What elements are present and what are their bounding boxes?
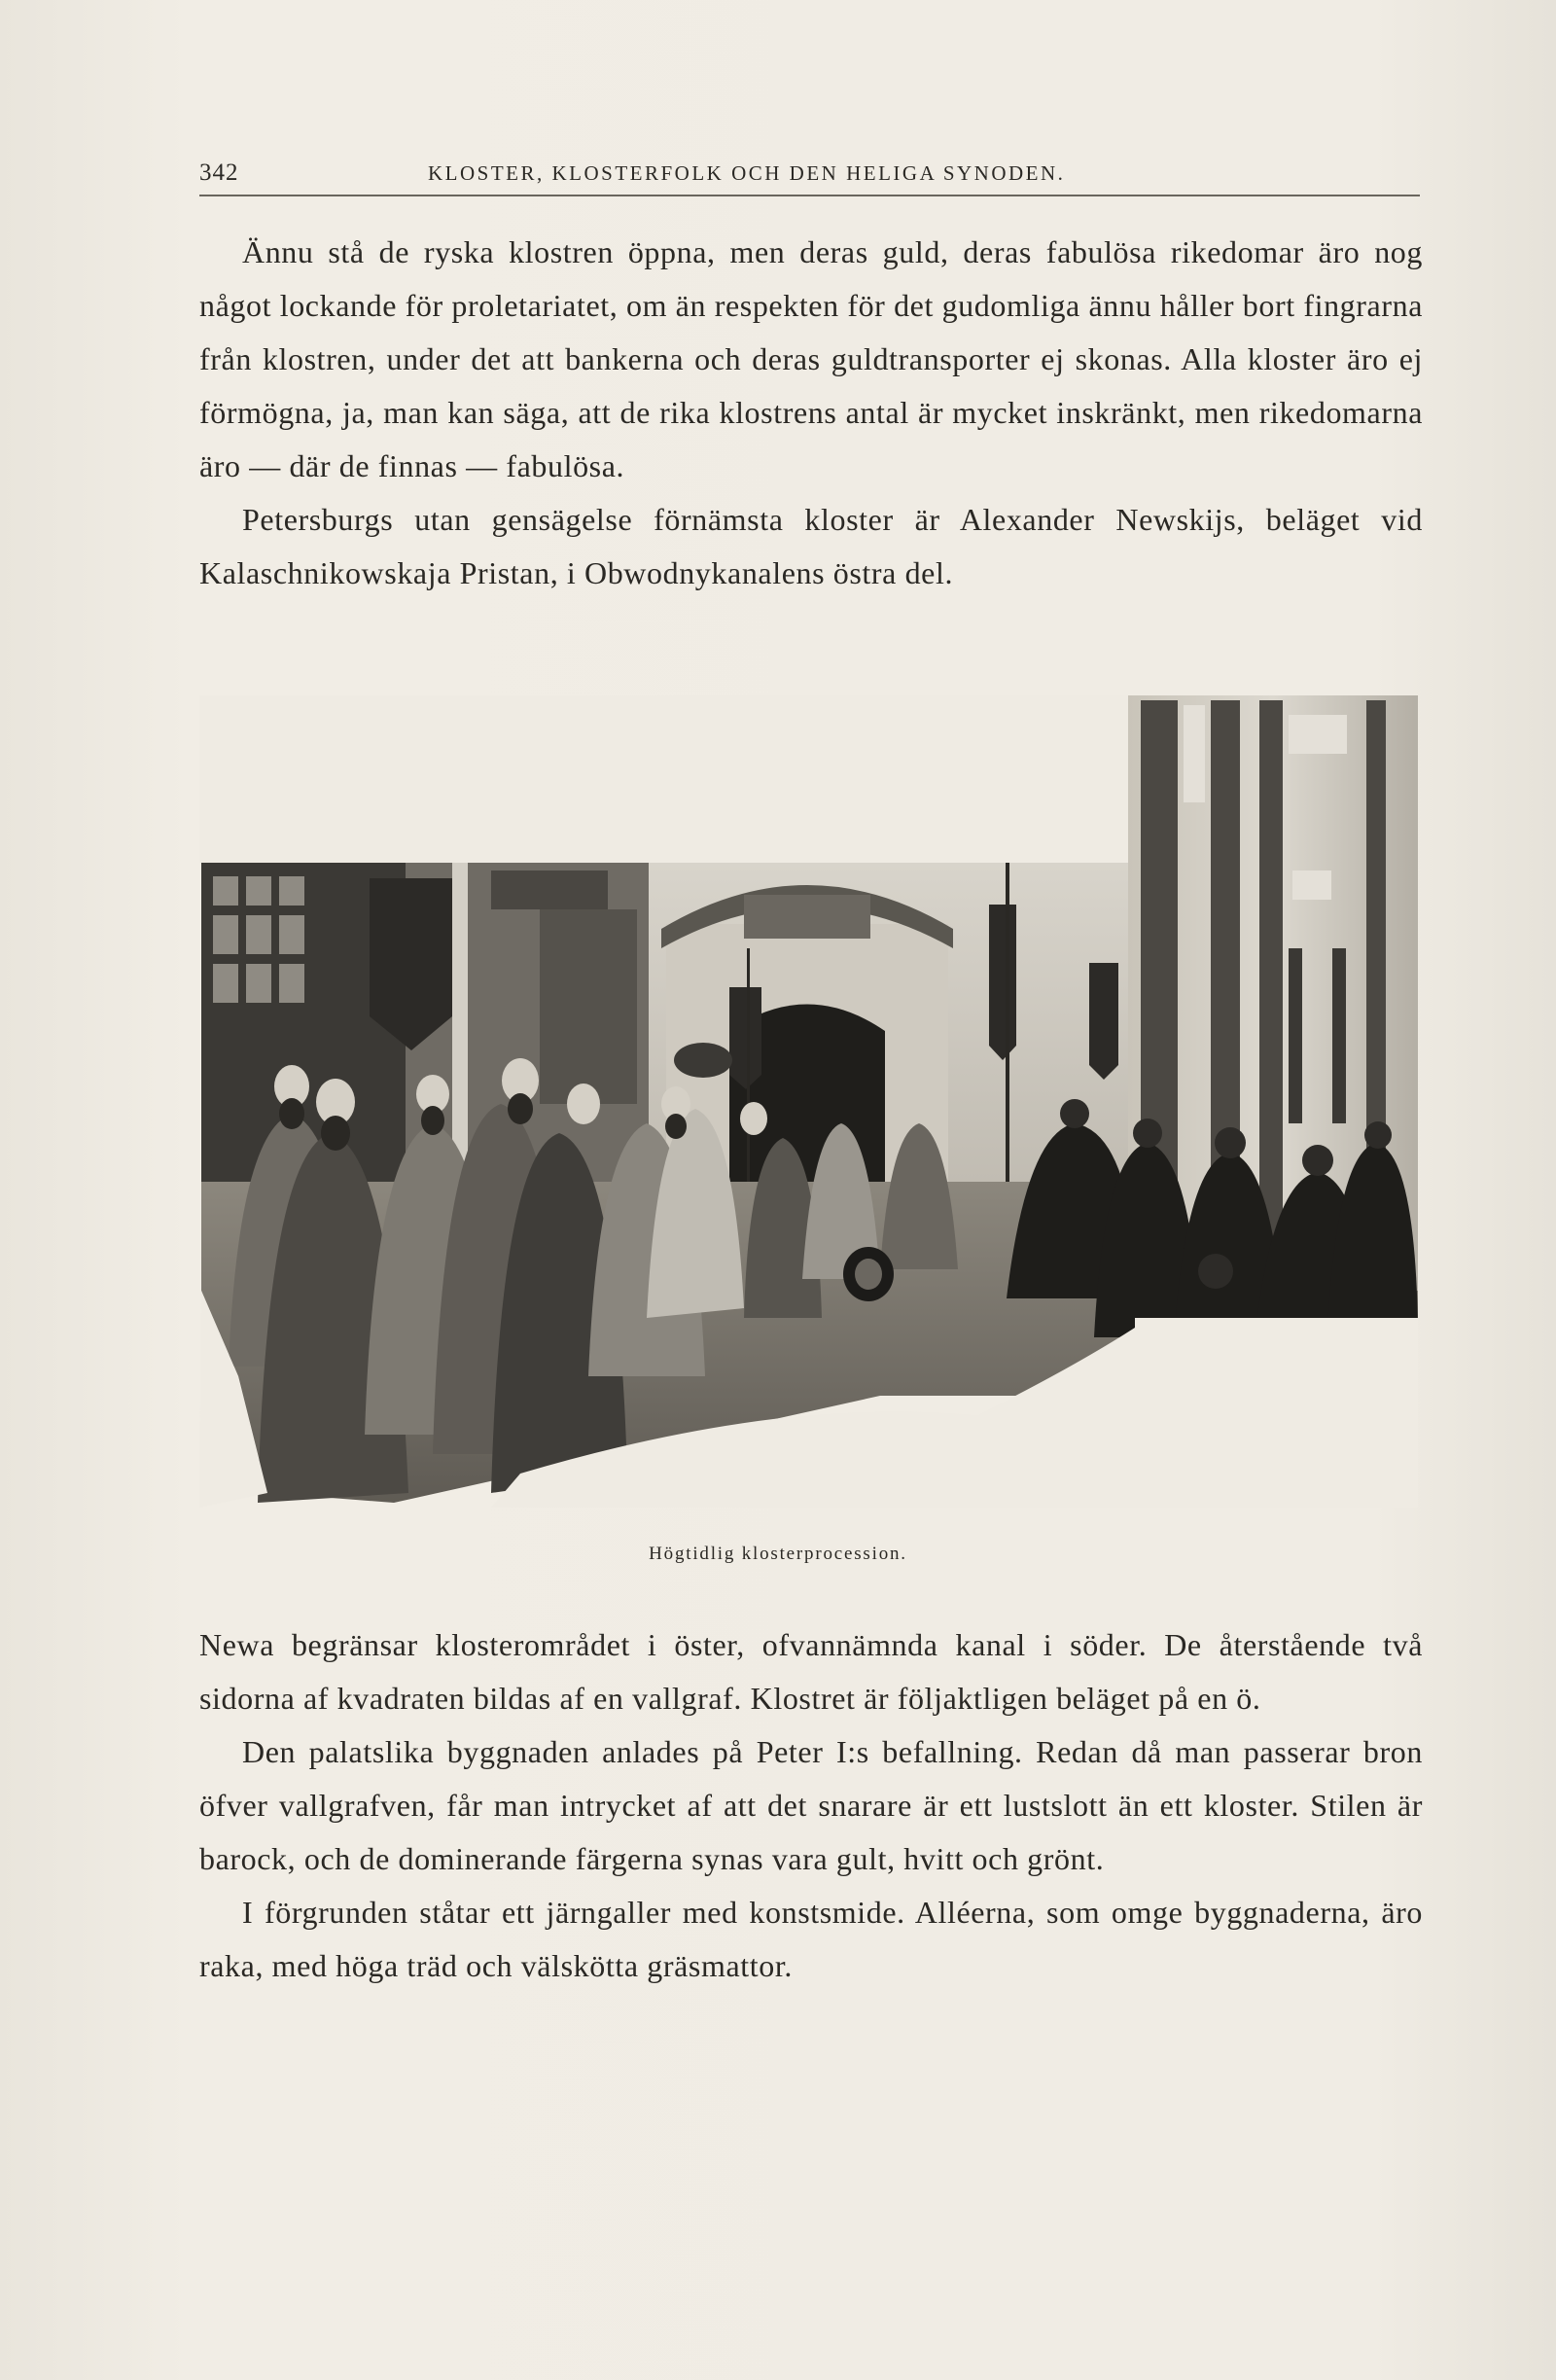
paragraph: Petersburgs utan gensägelse förnämsta kloster är Alexander Newskijs, beläget vid Kalaschnikowskaja Pristan, i Obwodnykanalens östra del. [199, 502, 1423, 590]
body-text-top [199, 226, 1423, 600]
body-text-bottom [199, 1618, 1423, 1993]
paragraph: I förgrunden ståtar ett järngaller med konstsmide. Alléerna, som omge byggnaderna, äro raka, med höga träd och välskötta gräsmattor. [199, 1895, 1423, 1983]
paragraph: Den palatslika byggnaden anlades på Peter I:s befallning. Redan då man passerar bron öfver vallgrafven, får man intrycket af att det snarare är ett lustslott än ett kloster. Stilen är barock, och de dominerande färgerna synas vara gult, hvitt och grönt. [199, 1734, 1423, 1876]
paragraph: Newa begränsar klosterområdet i öster, ofvannämnda kanal i söder. De återstående två sidorna af kvadraten bildas af en vallgraf. Klostret är följaktligen beläget på en ö. [199, 1627, 1423, 1716]
procession-photograph [199, 695, 1420, 1508]
page-number: 342 [199, 160, 239, 186]
running-header [199, 156, 1420, 196]
paragraph: Ännu stå de ryska klostren öppna, men deras guld, deras fabulösa rikedomar äro nog något lockande för proletariatet, om än respekten för det gudomliga ännu håller bort fingrarna från klostren, under det att bankerna och deras guldtransporter ej skonas. Alla kloster äro ej förmögna, ja, man kan säga, att de rika klostrens antal är mycket inskränkt, men rikedomarna äro — där de finnas — fabulösa. [199, 234, 1423, 483]
running-title: KLOSTER, KLOSTERFOLK OCH DEN HELIGA SYNODEN. [428, 161, 1066, 185]
figure-caption: Högtidlig klosterprocession. [649, 1544, 907, 1564]
